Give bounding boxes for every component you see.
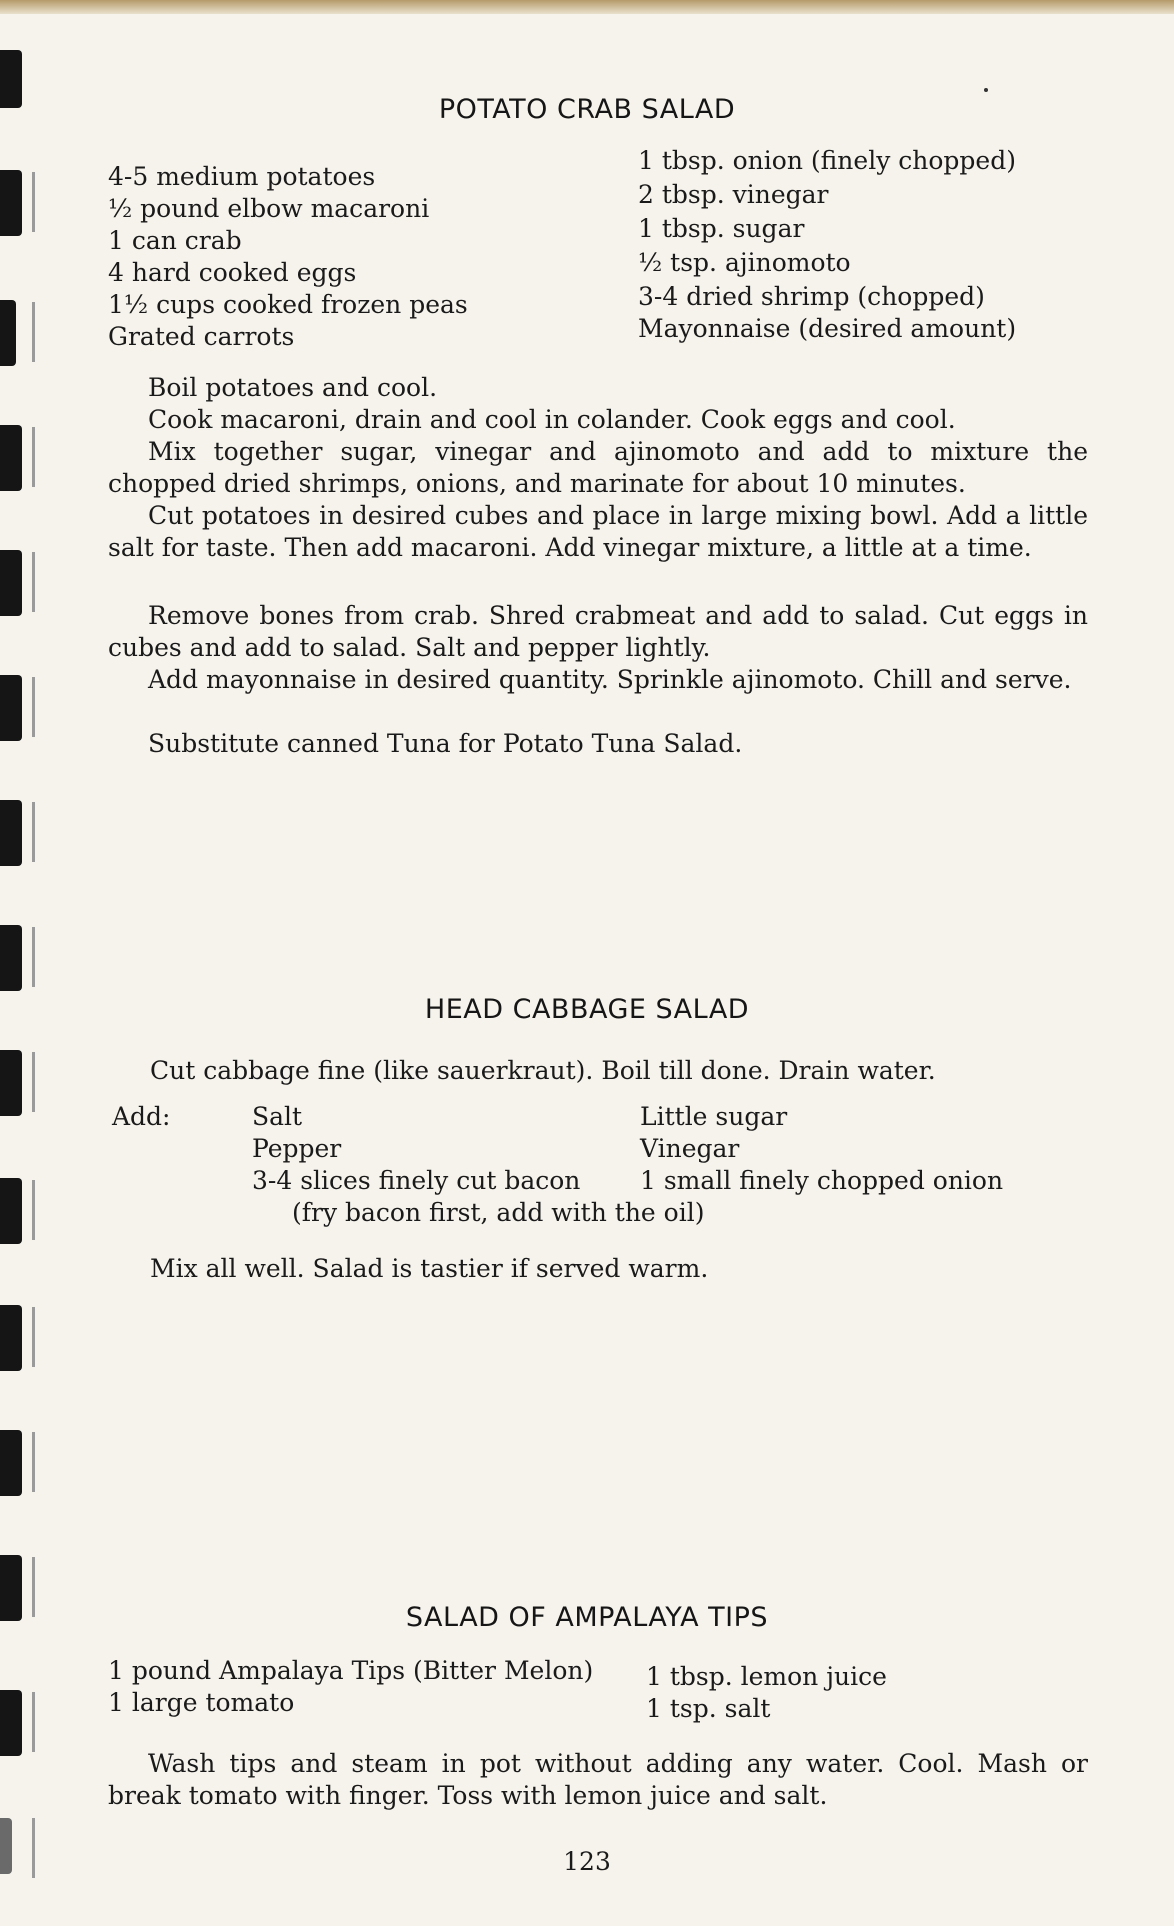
direction-step <box>108 1748 1088 1812</box>
add-label: Add: <box>112 1102 171 1131</box>
ingredient: 3-4 slices finely cut bacon <box>252 1166 581 1195</box>
binding-ring <box>0 425 22 491</box>
ingredient: 2 tbsp. vinegar <box>638 180 829 209</box>
binding-ring-edge <box>32 1432 35 1492</box>
recipe-closing: Mix all well. Salad is tastier if served warm. <box>150 1254 709 1283</box>
ingredient: 1½ cups cooked frozen peas <box>108 290 468 319</box>
recipe-title: HEAD CABBAGE SALAD <box>424 994 750 1025</box>
binding-ring-edge <box>32 172 35 232</box>
binding-ring <box>0 170 22 236</box>
binding-ring <box>0 300 16 366</box>
ingredient: Pepper <box>252 1134 342 1163</box>
ingredient: 1 small finely chopped onion <box>640 1166 1004 1195</box>
ingredient: 4-5 medium potatoes <box>108 162 376 191</box>
direction-text: Mix together sugar, vinegar and ajinomoto and add to mixture the chopped dried shrimps, onions, and marinate for about 10 minutes. <box>108 437 1088 498</box>
recipe-title: SALAD OF AMPALAYA TIPS <box>405 1602 769 1633</box>
recipe-title: POTATO CRAB SALAD <box>438 94 736 125</box>
direction-step <box>108 372 1088 404</box>
binding-ring <box>0 1050 22 1116</box>
direction-text: Remove bones from crab. Shred crabmeat and add to salad. Cut eggs in cubes and add to salad. Salt and pepper lightly. <box>108 601 1088 662</box>
direction-text: Cut potatoes in desired cubes and place in large mixing bowl. Add a little salt for taste. Then add macaroni. Add vinegar mixture, a little at a time. <box>108 501 1088 562</box>
ingredient: 1 tbsp. lemon juice <box>646 1662 887 1691</box>
binding-ring <box>0 1430 22 1496</box>
ingredient: Salt <box>252 1102 303 1131</box>
binding-ring <box>0 925 22 991</box>
binding-ring <box>0 800 22 866</box>
ingredient: 1 large tomato <box>108 1688 295 1717</box>
direction-text: Wash tips and steam in pot without adding any water. Cool. Mash or break tomato with finger. Toss with lemon juice and salt. <box>108 1749 1088 1810</box>
ingredient-note: (fry bacon first, add with the oil) <box>292 1198 705 1227</box>
ingredient: Little sugar <box>640 1102 788 1131</box>
direction-text: Substitute canned Tuna for Potato Tuna Salad. <box>148 729 743 758</box>
binding-ring <box>0 1178 22 1244</box>
direction-step <box>108 500 1088 564</box>
binding-ring-edge <box>32 677 35 737</box>
ingredient: 1 tbsp. onion (finely chopped) <box>638 146 1016 175</box>
ingredient: 4 hard cooked eggs <box>108 258 357 287</box>
direction-step <box>108 600 1088 664</box>
ingredient: Vinegar <box>640 1134 740 1163</box>
direction-step <box>108 404 1088 436</box>
ink-speck <box>984 88 988 92</box>
direction-step <box>108 664 1088 696</box>
binding-ring-edge <box>32 427 35 487</box>
ingredient: 1 pound Ampalaya Tips (Bitter Melon) <box>108 1656 594 1685</box>
page-number: 123 <box>563 1847 611 1876</box>
ingredient: ½ tsp. ajinomoto <box>638 248 851 277</box>
binding-ring-edge <box>32 1307 35 1367</box>
binding-ring <box>0 675 22 741</box>
binding-ring-edge <box>32 927 35 987</box>
direction-text: Cook macaroni, drain and cool in colander. Cook eggs and cool. <box>148 405 956 434</box>
binding-ring <box>0 1305 22 1371</box>
direction-text: Add mayonnaise in desired quantity. Sprinkle ajinomoto. Chill and serve. <box>148 665 1072 694</box>
binding-ring <box>0 550 22 616</box>
ingredient: 1 tbsp. sugar <box>638 214 805 243</box>
ingredient: Grated carrots <box>108 322 295 351</box>
binding-ring-edge <box>32 1180 35 1240</box>
ingredient: 1 tsp. salt <box>646 1694 771 1723</box>
ingredient: 1 can crab <box>108 226 242 255</box>
direction-text: Boil potatoes and cool. <box>148 373 438 402</box>
direction-step <box>108 728 1088 760</box>
binding-ring-edge <box>32 802 35 862</box>
binding-ring-edge <box>32 1052 35 1112</box>
spiral-binding <box>0 0 60 1926</box>
ingredient: Mayonnaise (desired amount) <box>638 314 1017 343</box>
ingredient: 3-4 dried shrimp (chopped) <box>638 282 985 311</box>
recipe-intro: Cut cabbage fine (like sauerkraut). Boil till done. Drain water. <box>150 1056 936 1085</box>
binding-ring-edge <box>32 552 35 612</box>
ingredient: ½ pound elbow macaroni <box>108 194 430 223</box>
page-top-edge <box>0 0 1174 14</box>
binding-ring-edge <box>32 1692 35 1752</box>
binding-ring-edge <box>32 302 35 362</box>
binding-ring <box>0 1690 22 1756</box>
direction-step <box>108 436 1088 500</box>
